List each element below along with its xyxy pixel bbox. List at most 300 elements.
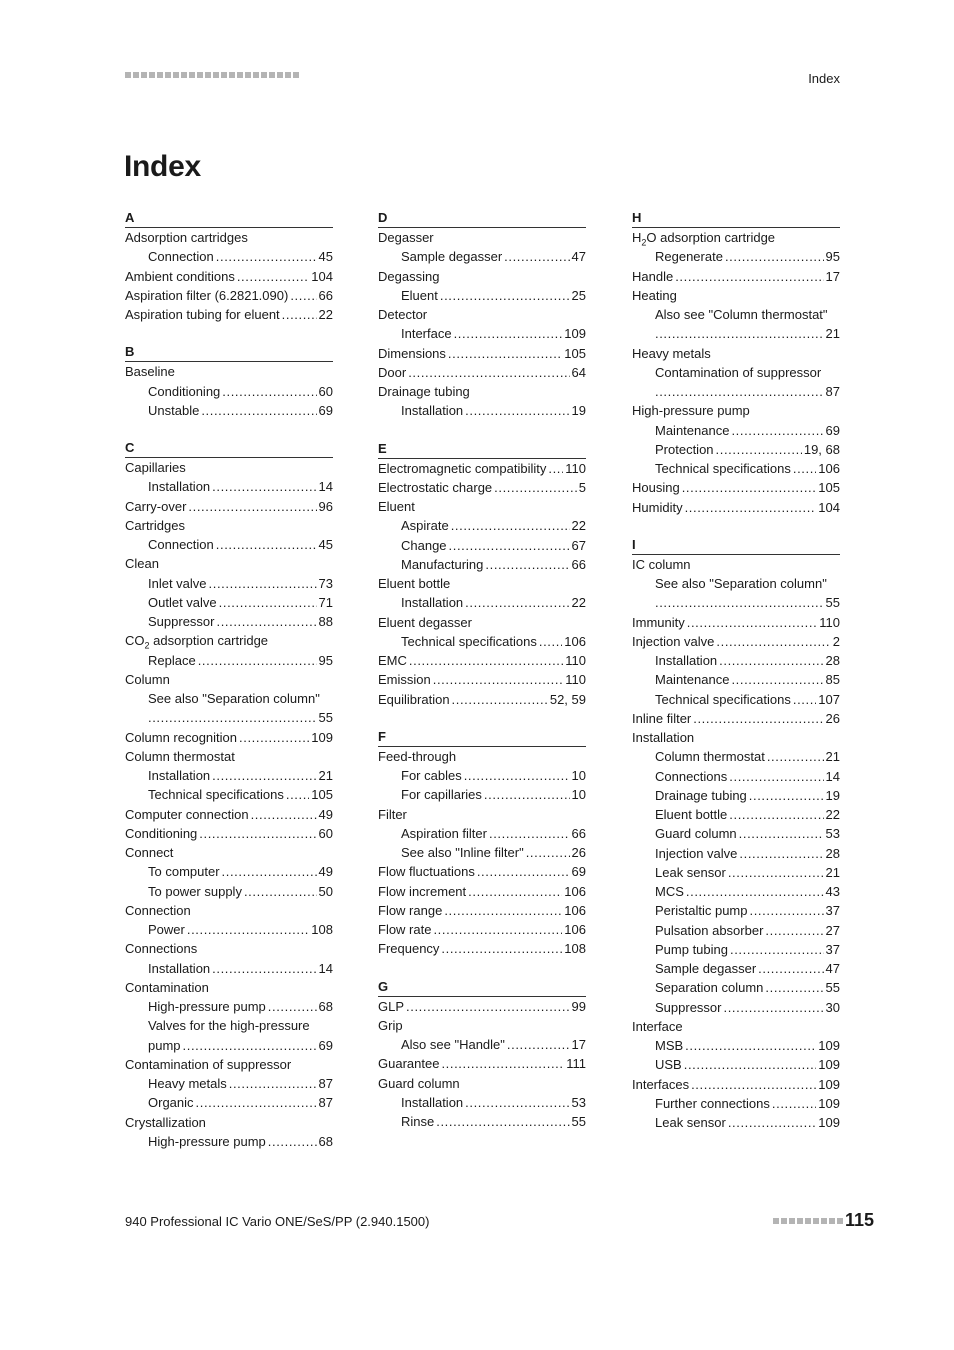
page-reference: 5 [578, 479, 586, 495]
dot-leader [187, 920, 309, 939]
entry-term: Pulsation absorber [655, 922, 764, 938]
index-section [378, 208, 586, 421]
page-reference: 108 [564, 941, 586, 957]
footer-product: 940 Professional IC Vario ONE/SeS/PP (2.940.1500) [125, 1214, 430, 1229]
index-subentry [632, 440, 840, 459]
dot-leader [693, 709, 823, 728]
dot-leader [489, 824, 570, 843]
index-entry [125, 554, 333, 573]
entry-term: Emission [378, 672, 431, 688]
index-subentry [632, 421, 840, 440]
page-reference: 10 [571, 787, 586, 803]
index-entry [378, 267, 586, 286]
page-reference: 28 [825, 845, 840, 861]
entry-term: Suppressor [148, 614, 215, 629]
index-subentry [632, 382, 840, 401]
index-section [125, 342, 333, 420]
index-entry [632, 478, 840, 497]
page-reference: 53 [571, 1094, 586, 1110]
entry-term: Aspiration filter (6.2821.090) [125, 287, 289, 303]
index-subentry [125, 1016, 333, 1035]
index-subentry [378, 766, 586, 785]
dot-leader [687, 613, 818, 632]
page-reference: 96 [318, 498, 333, 514]
entry-term: Column thermostat [125, 748, 235, 764]
entry-term: USB [655, 1057, 682, 1073]
index-entry [632, 1075, 840, 1094]
entry-term: Installation [148, 479, 211, 495]
entry-term: Detector [378, 307, 428, 322]
index-subentry [378, 536, 586, 555]
index-entry [125, 939, 333, 958]
index-subentry [378, 555, 586, 574]
entry-term: Connections [125, 941, 198, 957]
index-section [378, 977, 586, 1132]
entry-term: Handle [632, 268, 674, 284]
index-entry [632, 632, 840, 651]
page-reference: 22 [825, 807, 840, 822]
entry-term: Replace [148, 652, 196, 668]
page-reference: 109 [818, 1115, 840, 1130]
entry-term: Injection valve [655, 845, 738, 861]
page-reference: 30 [825, 999, 840, 1015]
page-reference: 19, 68 [803, 441, 840, 457]
dot-leader [216, 612, 316, 631]
page-reference: 95 [318, 652, 333, 668]
page-reference: 17 [571, 1037, 586, 1052]
dot-leader [409, 651, 563, 670]
index-subentry [125, 997, 333, 1016]
page-reference: 22 [571, 595, 586, 611]
index-subentry [632, 805, 840, 824]
index-subentry [632, 324, 840, 343]
dot-leader [675, 267, 823, 286]
index-section [125, 438, 333, 1151]
page-reference: 21 [825, 749, 840, 765]
index-subentry [378, 824, 586, 843]
page-reference: 69 [318, 402, 333, 418]
dot-leader [452, 690, 548, 709]
entry-term: Sample degasser [655, 961, 757, 976]
entry-term: Ambient conditions [125, 268, 235, 284]
dot-leader [477, 862, 570, 881]
index-subentry [632, 247, 840, 266]
page-reference: 67 [571, 537, 586, 553]
index-subentry [378, 401, 586, 420]
page-reference: 19 [571, 403, 586, 419]
index-entry [125, 747, 333, 766]
index-entry [378, 747, 586, 766]
index-entry [125, 631, 333, 650]
entry-term: pump [148, 1037, 181, 1053]
page-reference: 109 [311, 729, 333, 745]
index-entry [125, 516, 333, 535]
entry-term: Conditioning [148, 383, 221, 399]
dot-leader [685, 1036, 816, 1055]
entry-term: Immunity [632, 614, 685, 630]
index-entry [632, 286, 840, 305]
dot-leader [244, 882, 317, 901]
entry-term: Eluent bottle [655, 807, 728, 822]
index-subentry [125, 1074, 333, 1093]
entry-term: Guard column [378, 1075, 460, 1091]
index-subentry [632, 940, 840, 959]
dot-leader [216, 535, 317, 554]
entry-term: Degassing [378, 268, 440, 284]
page-reference: 17 [825, 268, 840, 284]
entry-term: Sample degasser [401, 249, 503, 265]
page-reference: 109 [818, 1095, 840, 1111]
page-reference: 88 [318, 614, 333, 629]
entry-term: Column [125, 671, 170, 687]
index-subentry [632, 1055, 840, 1074]
index-subentry [125, 401, 333, 420]
page-reference: 25 [571, 287, 586, 303]
index-entry [125, 1113, 333, 1132]
dot-leader [433, 670, 564, 689]
page-reference: 55 [825, 980, 840, 996]
page-reference: 110 [565, 460, 586, 476]
index-entry [632, 1017, 840, 1036]
dot-leader [684, 1055, 817, 1074]
entry-term-subscript: 2 [144, 640, 150, 651]
dot-leader [251, 805, 317, 824]
page-reference: 37 [825, 941, 840, 957]
dot-leader [730, 940, 824, 959]
entry-term: Guard column [655, 826, 737, 842]
index-subentry [632, 959, 840, 978]
section-letter: A [125, 208, 333, 228]
index-entry [125, 228, 333, 247]
page-reference: 50 [318, 883, 333, 899]
page-reference: 109 [818, 1076, 840, 1092]
page-reference: 60 [318, 825, 333, 841]
page-reference: 43 [825, 884, 840, 899]
dot-leader [793, 690, 816, 709]
index-subentry [378, 516, 586, 535]
entry-term: Installation [148, 960, 211, 976]
index-subentry [125, 920, 333, 939]
entry-term: Separation column [655, 980, 764, 996]
entry-term: Feed-through [378, 748, 457, 764]
dot-leader [465, 593, 569, 612]
index-section [125, 208, 333, 324]
index-subentry [632, 844, 840, 863]
index-section [632, 208, 840, 517]
dot-leader [655, 593, 824, 612]
index-entry [125, 843, 333, 862]
dot-leader [729, 805, 823, 824]
entry-term: High-pressure pump [632, 403, 750, 419]
footer-decoration [773, 1218, 843, 1224]
dot-leader [198, 651, 317, 670]
dot-leader [494, 478, 577, 497]
index-subentry [632, 786, 840, 805]
entry-term [125, 631, 268, 650]
index-subentry [632, 901, 840, 920]
page-number: 115 [845, 1210, 875, 1230]
entry-term: Valves for the high-pressure [148, 1018, 310, 1034]
entry-term [632, 228, 775, 247]
page-reference: 21 [318, 768, 333, 783]
entry-term: Interface [632, 1018, 683, 1034]
dot-leader [731, 670, 823, 689]
dot-leader [237, 267, 309, 286]
dot-leader [548, 459, 563, 478]
page-title: Index [124, 150, 201, 183]
entry-term: Regenerate [655, 249, 723, 265]
dot-leader [148, 708, 317, 727]
index-entry [125, 362, 333, 381]
dot-leader [465, 1093, 569, 1112]
page-reference: 28 [825, 653, 840, 668]
index-entry [378, 305, 586, 324]
index-subentry [125, 862, 333, 881]
entry-term: Column recognition [125, 729, 238, 745]
entry-term: Protection [655, 441, 714, 457]
entry-term-subscript: 2 [641, 237, 647, 248]
page-reference: 60 [318, 383, 333, 399]
section-letter: G [378, 977, 586, 997]
page-reference: 55 [825, 595, 840, 611]
entry-term: Maintenance [655, 422, 730, 438]
dot-leader [286, 785, 309, 804]
entry-term: Aspirate [401, 518, 449, 534]
index-section [378, 727, 586, 959]
index-entry [125, 670, 333, 689]
index-subentry [125, 612, 333, 631]
page-reference: 68 [318, 999, 333, 1014]
page-reference: 110 [565, 672, 586, 688]
entry-term: Installation [401, 595, 464, 611]
dot-leader [484, 785, 570, 804]
entry-term: High-pressure pump [148, 1133, 266, 1149]
index-entry [378, 363, 586, 382]
entry-term: Peristaltic pump [655, 903, 748, 919]
dot-leader [772, 1094, 816, 1113]
index-subentry [378, 632, 586, 651]
entry-term: Capillaries [125, 460, 186, 475]
page-reference: 73 [318, 575, 333, 591]
page-reference: 87 [318, 1095, 333, 1111]
dot-leader [716, 632, 830, 651]
dot-leader [229, 1074, 317, 1093]
entry-term: Eluent [401, 287, 438, 303]
page-reference: 45 [318, 537, 333, 552]
index-subentry [378, 1112, 586, 1131]
entry-term: Clean [125, 556, 159, 572]
page-reference: 66 [571, 825, 586, 841]
index-entry [378, 997, 586, 1016]
page-reference: 95 [825, 249, 840, 265]
section-letter: C [125, 438, 333, 458]
entry-term: Technical specifications [401, 633, 537, 649]
page-reference: 105 [311, 787, 333, 803]
entry-term: Drainage tubing [378, 384, 470, 399]
index-section [378, 439, 586, 709]
dot-leader [485, 555, 569, 574]
entry-term: Installation [148, 768, 211, 783]
page-reference: 105 [818, 480, 840, 496]
dot-leader [201, 401, 316, 420]
index-subentry [378, 324, 586, 343]
entry-term: Inline filter [632, 710, 692, 726]
entry-term: Degasser [378, 230, 434, 245]
index-entry [378, 1074, 586, 1093]
entry-term: Suppressor [655, 999, 722, 1015]
section-letter: F [378, 727, 586, 747]
entry-term: MSB [655, 1038, 684, 1053]
dot-leader [449, 536, 570, 555]
entry-term: Guarantee [378, 1056, 440, 1072]
index-entry [125, 497, 333, 516]
index-section [632, 535, 840, 1133]
index-entry [125, 305, 333, 324]
index-entry [125, 267, 333, 286]
index-entry [378, 939, 586, 958]
page-reference: 66 [318, 287, 333, 303]
index-subentry [125, 1132, 333, 1151]
entry-term: Also see "Column thermostat" [655, 307, 828, 322]
index-column-2 [378, 208, 586, 1149]
index-entry [125, 286, 333, 305]
entry-term: Inlet valve [148, 575, 207, 591]
page-reference: 87 [825, 384, 840, 399]
entry-term: See also "Separation column" [148, 691, 320, 706]
index-subentry [125, 477, 333, 496]
entry-term: Injection valve [632, 633, 715, 649]
index-subentry [378, 247, 586, 266]
dot-leader [793, 459, 816, 478]
dot-leader [406, 997, 570, 1016]
entry-term: Frequency [378, 941, 440, 957]
index-entry [378, 613, 586, 632]
page-reference: 106 [564, 922, 586, 937]
dot-leader [290, 286, 316, 305]
index-subentry [125, 382, 333, 401]
entry-term: EMC [378, 653, 407, 668]
entry-term: Technical specifications [148, 787, 284, 803]
index-subentry [125, 247, 333, 266]
section-letter: H [632, 208, 840, 228]
page-reference: 69 [825, 422, 840, 438]
page-reference: 49 [318, 864, 333, 880]
dot-leader [408, 363, 569, 382]
dot-leader [465, 401, 569, 420]
dot-leader [655, 324, 824, 343]
index-subentry [632, 1113, 840, 1132]
running-head: Index [808, 71, 840, 86]
index-entry [378, 1016, 586, 1035]
dot-leader [526, 843, 570, 862]
index-entry [125, 805, 333, 824]
entry-term: Adsorption cartridges [125, 230, 248, 245]
entry-term: Outlet valve [148, 594, 217, 610]
entry-term: Eluent bottle [378, 576, 451, 591]
page-reference: 106 [818, 461, 840, 476]
entry-term: Technical specifications [655, 691, 791, 707]
entry-term: Connection [125, 902, 191, 918]
index-subentry [125, 535, 333, 554]
page-reference: 27 [825, 922, 840, 938]
dot-leader [212, 477, 316, 496]
page-reference: 106 [564, 883, 586, 899]
dot-leader [719, 651, 823, 670]
dot-leader [685, 498, 817, 517]
index-entry [378, 497, 586, 516]
index-subentry [125, 1093, 333, 1112]
page-reference: 14 [825, 768, 840, 784]
index-entry [378, 901, 586, 920]
dot-leader [686, 882, 824, 901]
dot-leader [282, 305, 317, 324]
dot-leader [239, 728, 309, 747]
dot-leader [222, 382, 316, 401]
dot-leader [758, 959, 823, 978]
entry-term: Contamination of suppressor [655, 364, 822, 380]
index-entry [632, 709, 840, 728]
entry-term: Maintenance [655, 672, 730, 688]
entry-term: Flow range [378, 902, 443, 918]
index-subentry [378, 785, 586, 804]
index-subentry [632, 767, 840, 786]
entry-term: Connection [148, 537, 214, 552]
index-subentry [632, 305, 840, 324]
entry-term: Interface [401, 326, 452, 342]
dot-leader [454, 324, 563, 343]
dot-leader [739, 844, 823, 863]
page-reference: 106 [564, 633, 586, 649]
index-entry [378, 478, 586, 497]
entry-term: For capillaries [401, 787, 482, 803]
dot-leader [451, 516, 570, 535]
entry-term: Further connections [655, 1095, 770, 1111]
dot-leader [767, 747, 824, 766]
index-subentry [125, 785, 333, 804]
index-subentry [125, 574, 333, 593]
page-reference: 47 [571, 249, 586, 265]
dot-leader [729, 767, 823, 786]
entry-term: Crystallization [125, 1114, 206, 1130]
index-entry [632, 401, 840, 420]
index-entry [378, 862, 586, 881]
entry-term: Leak sensor [655, 1115, 726, 1130]
section-letter: E [378, 439, 586, 459]
dot-leader [655, 382, 824, 401]
page-reference: 108 [311, 922, 333, 937]
index-entry [378, 690, 586, 709]
index-entry [632, 613, 840, 632]
index-entry [125, 824, 333, 843]
dot-leader [723, 998, 823, 1017]
entry-term: Installation [655, 653, 718, 668]
index-entry [632, 555, 840, 574]
entry-term: Installation [401, 403, 464, 419]
page-reference: 26 [571, 845, 586, 860]
entry-term: Flow increment [378, 883, 467, 899]
page-reference: 109 [818, 1057, 840, 1073]
index-entry [125, 1055, 333, 1074]
entry-term: Equilibration [378, 691, 450, 707]
entry-term: Grip [378, 1017, 403, 1033]
dot-leader [716, 440, 802, 459]
dot-leader [188, 497, 316, 516]
index-subentry [632, 574, 840, 593]
index-entry [378, 805, 586, 824]
dot-leader [440, 286, 570, 305]
index-entry [632, 728, 840, 747]
index-entry [378, 882, 586, 901]
